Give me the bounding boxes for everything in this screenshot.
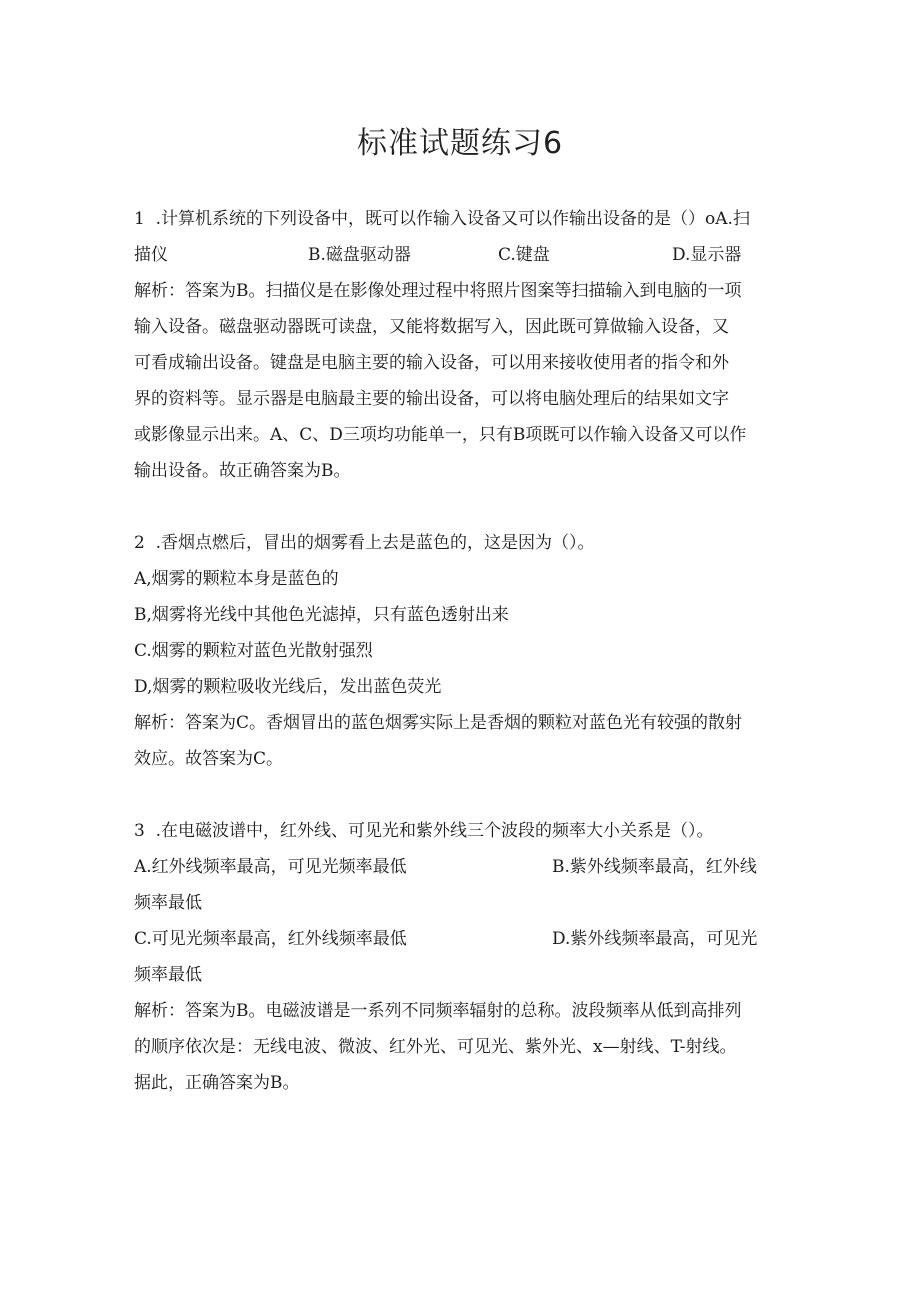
question-3-stem: 3 .在电磁波谱中，红外线、可见光和紫外线三个波段的频率大小关系是（）。 xyxy=(134,821,714,841)
question-1-analysis-line: 输入设备。磁盘驱动器既可读盘，又能将数据写入，因此既可算做输入设备，又 xyxy=(134,317,729,337)
question-1-option-d: D.显示器 xyxy=(672,245,742,265)
question-1-analysis-line: 可看成输出设备。键盘是电脑主要的输入设备，可以用来接收使用者的指令和外 xyxy=(134,353,729,373)
question-3-analysis-line: 解析：答案为B。电磁波谱是一系列不同频率辐射的总称。波段频率从低到高排列 xyxy=(134,1001,742,1021)
question-2-analysis-line: 解析：答案为C。香烟冒出的蓝色烟雾实际上是香烟的颗粒对蓝色光有较强的散射 xyxy=(134,713,743,733)
question-1-analysis-line: 输出设备。故正确答案为B。 xyxy=(134,461,351,481)
question-1-analysis-line: 界的资料等。显示器是电脑最主要的输出设备，可以将电脑处理后的结果如文字 xyxy=(134,389,729,409)
question-3-option-b-continued: 频率最低 xyxy=(134,893,202,913)
question-3-option-a: A.红外线频率最高，可见光频率最低 xyxy=(134,857,407,877)
question-2-analysis-line: 效应。故答案为C。 xyxy=(134,749,284,769)
question-2-option-c: C.烟雾的颗粒对蓝色光散射强烈 xyxy=(134,641,373,661)
question-1-option-c: C.键盘 xyxy=(498,245,550,265)
question-2-option-d: D,烟雾的颗粒吸收光线后，发出蓝色荧光 xyxy=(134,677,442,697)
page-title: 标准试题练习6 xyxy=(356,126,564,161)
question-2-option-b: B,烟雾将光线中其他色光滤掉，只有蓝色透射出来 xyxy=(134,605,509,625)
question-3-analysis-line: 据此，正确答案为B。 xyxy=(134,1073,300,1093)
question-1-analysis-line: 解析：答案为B。扫描仪是在影像处理过程中将照片图案等扫描输入到电脑的一项 xyxy=(134,281,742,301)
question-2-option-a: A,烟雾的颗粒本身是蓝色的 xyxy=(134,569,339,589)
question-3-analysis-line: 的顺序依次是：无线电波、微波、红外光、可见光、紫外光、x—射线、T-射线。 xyxy=(134,1037,737,1057)
question-1-option-b: B.磁盘驱动器 xyxy=(308,245,411,265)
question-3-option-d: D.紫外线频率最高，可见光 xyxy=(552,929,758,949)
question-1-option-a-continued: 描仪 xyxy=(134,245,168,265)
question-3-option-d-continued: 频率最低 xyxy=(134,965,202,985)
question-3-option-b: B.紫外线频率最高，红外线 xyxy=(552,857,757,877)
question-2-stem: 2 .香烟点燃后，冒出的烟雾看上去是蓝色的，这是因为（）。 xyxy=(134,533,595,553)
question-1-analysis-line: 或影像显示出来。A、C、D三项均功能单一，只有B项既可以作输入设备又可以作 xyxy=(134,425,747,445)
question-1-stem: 1 .计算机系统的下列设备中，既可以作输入设备又可以作输出设备的是（）oA.扫 xyxy=(134,209,750,229)
question-3-option-c: C.可见光频率最高，红外线频率最低 xyxy=(134,929,407,949)
